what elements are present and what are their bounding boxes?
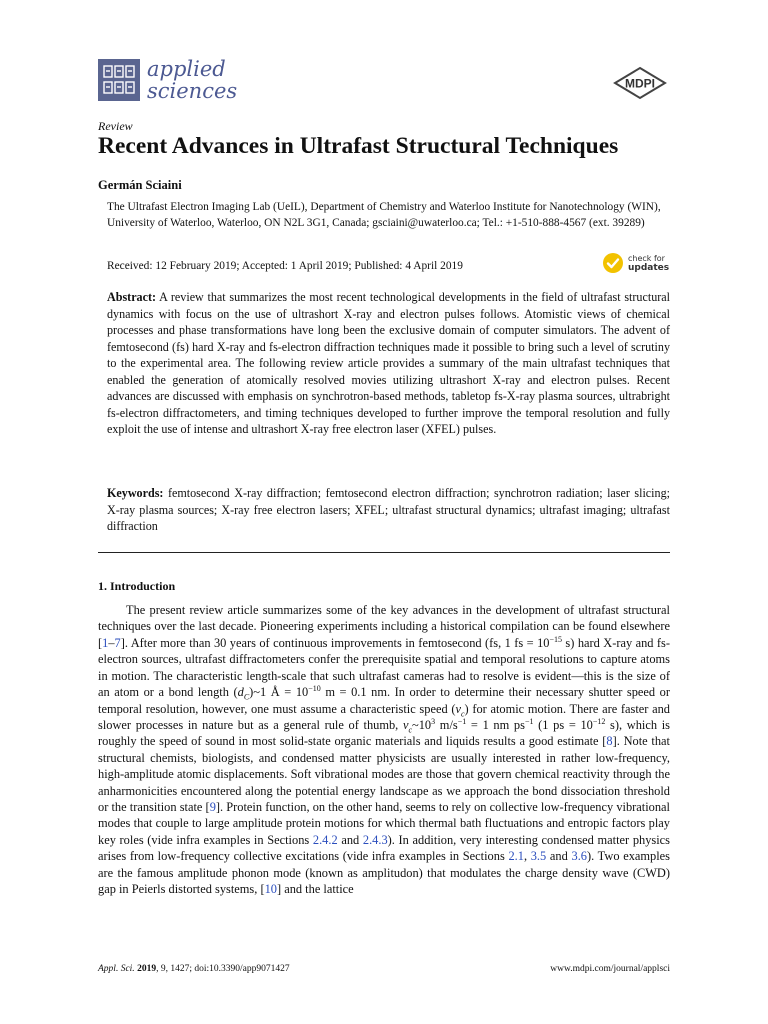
author-name: Germán Sciaini (98, 178, 182, 192)
section-link[interactable]: 2.4.2 (312, 832, 338, 847)
abstract-text: A review that summarizes the most recent technological developments in the field of ultrafast structural dynamics with focus on the use of ultrashort X-ray and electron pulses follows. Atomistic views of chemical processes and phase transformations have long been the exclusive domain of computer simulators. The advent of femtosecond (fs) hard X-ray and fs-electron diffraction techniques made it possible to bring such a level of scrutiny to the experimental area. The following review article provides a summary of the main ultrafast techniques that enabled the generation of atomically resolved movies utilizing ultrashort X-ray and electron pulses. Recent advances are discussed with emphasis on synchrotron-based methods, tabletop fs-X-ray plasma sources, ultrabright fs-electron diffractometers, and timing techniques developed to further improve the temporal resolution and fully exploit the use of intense and ultrashort X-ray free electron laser (XFEL) pulses. (107, 290, 670, 436)
check-for-updates-badge[interactable] (602, 252, 669, 274)
intro-paragraph: The present review article summarizes some of the key advances in the development of ultrafast structural techniques over the last decade. Pioneering experiments including a historical compilation can be found elsewhere [1–7]. After more than 30 years of continuous improvements in femtosecond (fs, 1 fs = $10^{-15}$ s) hard X-ray and fs-electron sources, ultrafast diffractometers confer the prerequisite spatial and temporal resolutions to capture atoms in motion. The characteristic length-scale that such ultrafast cameras had to resolve is evident—this is the size of an atom or a bond length $(d_C)\sim 1$ Å = $10^{-10}$ m = 0.1 nm. In order to determine their necessary shutter speed or temporal resolution, however, one must assume a characteristic speed $(v_c)$ for atomic motion. There are faster and slower processes in nature but as a general rule of thumb, $v_c\sim 10^3$ $m/s^{-1} = 1$ nm $ps^{-1}$ (1 ps = $10^{-12}$ s), which is roughly the speed of sound in most solid-state organic materials and liquids results a good estimate [8]. Note that structural chemists, biologists, and condensed matter physicists are usually interested in rather low-frequency, high-amplitude atomic displacements. Soft vibrational modes are those that govern chemical reactivity through the anharmonicities encountered along the potential energy landscape as we approach the bond dissociation threshold or the transition state [9]. Protein function, on the other hand, seems to rely on collective low-frequency vibrational modes that couple to large amplitude protein motions for which thermal bath fluctuations and entropic factors play key roles (vide infra examples in Sections 2.4.2 and 2.4.3). In addition, very interesting condensed matter physics arises from low-frequency collective excitations (vide infra examples in Sections 2.1, 3.5 and 3.6). Two examples are the famous amplitude phonon mode (known as amplitudon) that modulates the charge density wave (CWD) gap in Peierls distorted systems, [10] and the lattice (98, 603, 670, 897)
journal-logo (98, 58, 237, 102)
footer-year: 2019 (137, 964, 157, 974)
journal-name-line1: applied (147, 57, 226, 81)
citation-link[interactable]: 1 (102, 635, 109, 650)
abstract (107, 289, 670, 438)
check-updates-icon (602, 252, 624, 274)
citation-link[interactable]: 10 (264, 882, 277, 897)
footer-url[interactable]: www.mdpi.com/journal/applsci (550, 964, 670, 974)
keywords (107, 485, 670, 535)
section-link[interactable]: 2.4.3 (362, 832, 388, 847)
abstract-label: Abstract: (107, 290, 157, 304)
section-link[interactable]: 3.5 (530, 849, 547, 864)
citation-link[interactable]: 7 (114, 635, 121, 650)
footer-journal: Appl. Sci. (98, 964, 135, 974)
section-heading: 1. Introduction (98, 579, 176, 593)
check-updates-line1: check for (628, 253, 665, 263)
introduction-body (98, 602, 670, 898)
keywords-text: femtosecond X-ray diffraction; femtosecond electron diffraction; synchrotron radiation; laser slicing; X-ray plasma sources; X-ray free electron lasers; XFEL; ultrafast structural dynamics; ultrafast imaging; ultrafast diffraction (107, 486, 670, 533)
section-link[interactable]: 3.6 (571, 849, 587, 864)
article-type: Review (98, 119, 133, 133)
article-title: Recent Advances in Ultrafast Structural Techniques (98, 133, 619, 159)
footer-volume-doi: , 9, 1427; doi:10.3390/app9071427 (156, 964, 290, 974)
keywords-label: Keywords: (107, 486, 164, 500)
publisher-name: MDPI (625, 76, 655, 91)
citation-link[interactable]: 9 (209, 800, 216, 815)
citation-link[interactable]: 8 (606, 734, 613, 749)
journal-name-line2: sciences (147, 79, 238, 103)
footer-citation (98, 964, 290, 974)
section-divider (98, 552, 670, 553)
mdpi-logo (611, 66, 669, 105)
author-affiliation: The Ultrafast Electron Imaging Lab (UeIL), Department of Chemistry and Waterloo Institute for Nanotechnology (WIN), University of Waterloo, Waterloo, ON N2L 3G1, Canada; gsciaini@uwaterloo.ca; Tel.: +1-510-888-4567 (ext. 39289) (107, 201, 661, 229)
journal-emblem-icon (98, 59, 140, 101)
check-updates-line2: updates (628, 262, 670, 273)
section-link[interactable]: 2.1 (508, 849, 524, 864)
publication-dates: Received: 12 February 2019; Accepted: 1 April 2019; Published: 4 April 2019 (107, 260, 463, 272)
